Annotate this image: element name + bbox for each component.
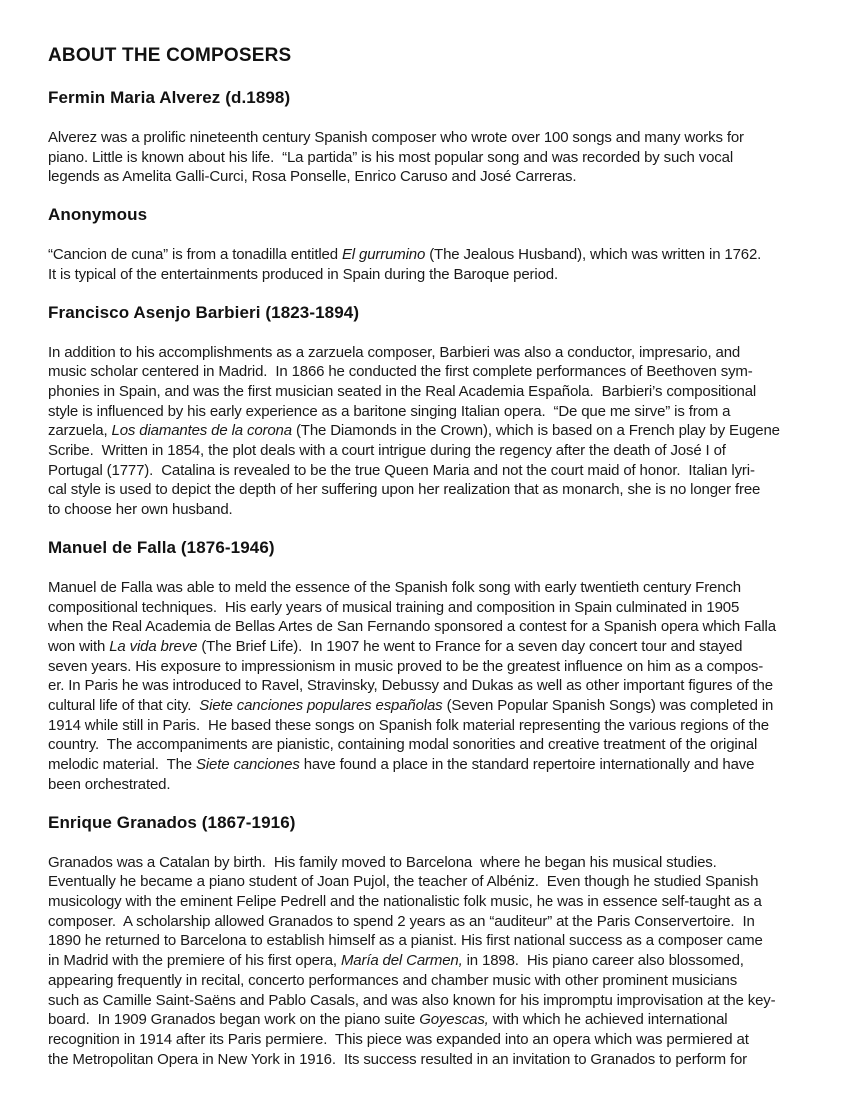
paragraph — [48, 853, 824, 1070]
text-line: cal style is used to depict the depth of her suffering upon her realization that as monarch, she is no longer free — [48, 481, 761, 499]
text-line: zarzuela, Los diamantes de la corona (The Diamonds in the Crown), which is based on a French play by Eugene — [48, 422, 780, 440]
text-line: Alverez was a prolific nineteenth century Spanish composer who wrote over 100 songs and many works for — [48, 129, 744, 146]
text-line: Eventually he became a piano student of Joan Pujol, the teacher of Albéniz. Even though he studied Spanish — [48, 873, 759, 891]
text-line: Manuel de Falla was able to meld the essence of the Spanish folk song with early twentieth century French — [48, 578, 741, 596]
text-line: been orchestrated. — [48, 775, 171, 793]
text-line: cultural life of that city. Siete canciones populares españolas (Seven Popular Spanish Songs) was completed in — [48, 697, 774, 715]
section-heading: Fermin Maria Alverez (d.1898) — [48, 88, 291, 107]
text-line: board. In 1909 Granados began work on the piano suite Goyescas, with which he achieved international — [48, 1011, 728, 1029]
text-line: seven years. His exposure to impressionism in music proved to be the greatest influence on him as a compos- — [48, 657, 764, 675]
text-line: recognition in 1914 after its Paris permiere. This piece was expanded into an opera which was permiered at — [48, 1030, 749, 1048]
document-body — [48, 89, 824, 1069]
text-line: to choose her own husband. — [48, 501, 233, 519]
paragraph — [48, 245, 824, 284]
text-line: It is typical of the entertainments produced in Spain during the Baroque period. — [48, 265, 558, 283]
text-line: won with La vida breve (The Brief Life). In 1907 he went to France for a seven day concert tour and stayed — [48, 637, 743, 655]
text-line: musicology with the eminent Felipe Pedrell and the nationalistic folk music, he was in essence self-taught as a — [48, 892, 762, 910]
paragraph — [48, 343, 824, 520]
paragraph — [48, 128, 824, 187]
paragraph — [48, 578, 824, 795]
text-line: the Metropolitan Opera in New York in 1916. Its success resulted in an invitation to Granados to perform for — [48, 1050, 748, 1068]
text-line: 1914 while still in Paris. He based these songs on Spanish folk material representing the various regions of the — [48, 716, 769, 734]
text-line: legends as Amelita Galli-Curci, Rosa Ponselle, Enrico Caruso and José Carreras. — [48, 168, 577, 186]
text-line: er. In Paris he was introduced to Ravel, Stravinsky, Debussy and Dukas as well as other important figures of the — [48, 677, 773, 695]
text-line: compositional techniques. His early years of musical training and composition in Spain culminated in 1905 — [48, 598, 740, 616]
section-heading: Enrique Granados (1867-1916) — [48, 812, 296, 832]
text-line: in Madrid with the premiere of his first opera, María del Carmen, in 1898. His piano career also blossomed, — [48, 952, 744, 970]
page-title: ABOUT THE COMPOSERS — [48, 45, 292, 66]
text-line: music scholar centered in Madrid. In 1866 he conducted the first complete performances of Beethoven sym- — [48, 363, 753, 381]
section-heading: Anonymous — [48, 205, 148, 225]
section-heading: Manuel de Falla (1876-1946) — [48, 537, 275, 557]
text-line: style is influenced by his early experience as a baritone singing Italian opera. “De que me sirve” is from a — [48, 402, 731, 420]
text-line: such as Camille Saint-Saëns and Pablo Casals, and was also known for his impromptu improvisation at the key- — [48, 991, 776, 1009]
text-line: Scribe. Written in 1854, the plot deals with a court intrigue during the regency after the death of José I of — [48, 442, 726, 460]
text-line: 1890 he returned to Barcelona to establish himself as a pianist. His first national success as a composer came — [48, 932, 763, 950]
text-line: when the Real Academia de Bellas Artes de San Fernando sponsored a contest for a Spanish opera which Falla — [48, 618, 776, 636]
text-line: composer. A scholarship allowed Granados to spend 2 years as an “auditeur” at the Paris Conservertoire. In — [48, 912, 755, 930]
text-line: “Cancion de cuna” is from a tonadilla entitled El gurrumino (The Jealous Husband), which was written in 1762. — [48, 246, 762, 264]
text-line: appearing frequently in recital, concerto performances and chamber music with other prominent musicians — [48, 971, 738, 989]
text-line: country. The accompaniments are pianistic, containing modal sonorities and creative treatment of the original — [48, 736, 758, 754]
text-line: piano. Little is known about his life. “La partida” is his most popular song and was recorded by such vocal — [48, 148, 734, 166]
text-line: Portugal (1777). Catalina is revealed to be the true Queen Maria and not the court maid of honor. Italian lyri- — [48, 461, 755, 479]
text-line: Granados was a Catalan by birth. His family moved to Barcelona where he began his musical studies. — [48, 853, 717, 871]
section-heading: Francisco Asenjo Barbieri (1823-1894) — [48, 302, 360, 322]
text-line: phonies in Spain, and was the first musician seated in the Real Academia Española. Barbieri’s compositional — [48, 382, 757, 400]
text-line: melodic material. The Siete canciones have found a place in the standard repertoire internationally and have — [48, 756, 755, 774]
text-line: In addition to his accomplishments as a zarzuela composer, Barbieri was also a conductor, impresario, and — [48, 343, 741, 361]
